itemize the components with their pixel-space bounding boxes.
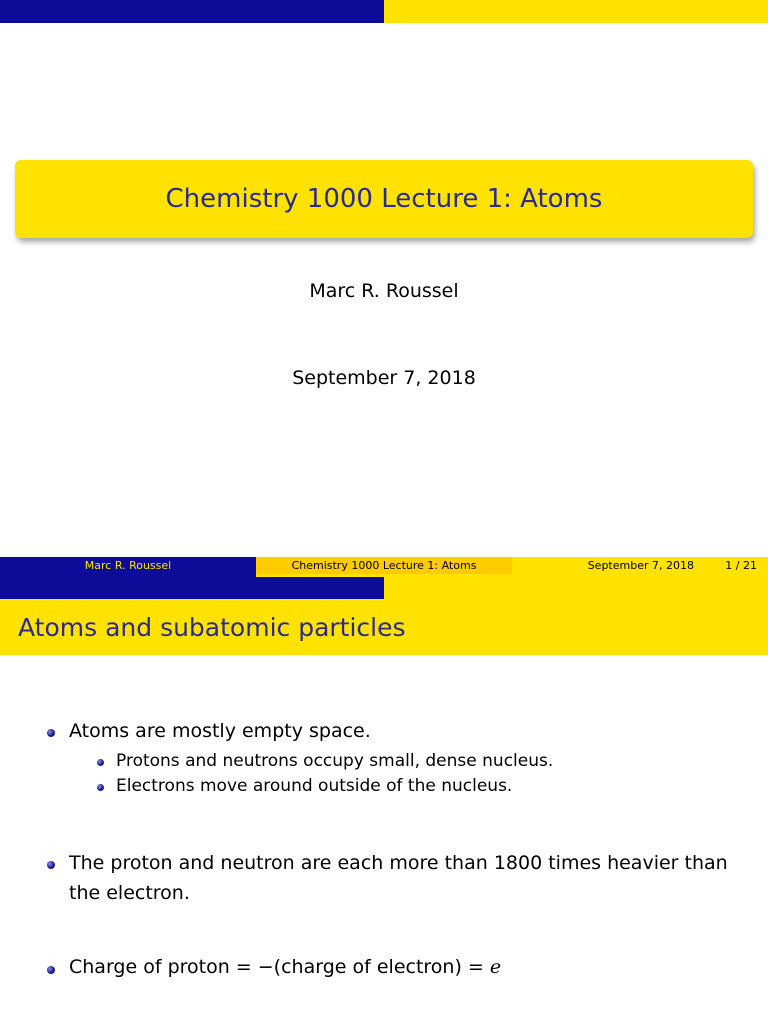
header-bar-right	[384, 0, 768, 23]
presentation-title: Chemistry 1000 Lecture 1: Atoms	[165, 184, 603, 214]
list-item: the electron.	[69, 882, 190, 904]
header-bar	[0, 577, 768, 600]
title-box	[15, 160, 753, 238]
author-name: Marc R. Roussel	[309, 280, 459, 302]
footer-bar	[0, 557, 768, 577]
footer-info	[512, 557, 768, 577]
footer-title: Chemistry 1000 Lecture 1: Atoms	[291, 559, 477, 572]
list-item: Atoms are mostly empty space.	[69, 720, 371, 742]
footer-date: September 7, 2018	[587, 559, 694, 572]
bullet-icon	[47, 861, 55, 869]
frame-title: Atoms and subatomic particles	[18, 612, 406, 642]
presentation-date: September 7, 2018	[292, 367, 476, 389]
frame-title-bar	[0, 599, 768, 655]
list-item: Protons and neutrons occupy small, dense nucleus.	[116, 751, 554, 771]
charge-symbol: e	[489, 956, 502, 978]
header-bar-left	[0, 577, 384, 600]
bullet-icon	[47, 966, 55, 974]
content-slide	[0, 577, 768, 1024]
charge-equation: Charge of proton = −(charge of electron) =	[69, 956, 490, 978]
header-bar-right	[384, 577, 768, 600]
bullet-icon	[47, 729, 55, 737]
footer-title-box	[256, 557, 512, 577]
list-item: Electrons move around outside of the nucleus.	[116, 776, 513, 796]
list-item	[69, 953, 749, 982]
footer-page-number: 1 / 21	[725, 559, 757, 572]
list-item: The proton and neutron are each more than 1800 times heavier than	[69, 852, 728, 874]
header-bar	[0, 0, 768, 23]
header-bar-left	[0, 0, 384, 23]
footer-author: Marc R. Roussel	[0, 557, 256, 577]
bullet-icon	[97, 784, 104, 791]
bullet-icon	[97, 759, 104, 766]
